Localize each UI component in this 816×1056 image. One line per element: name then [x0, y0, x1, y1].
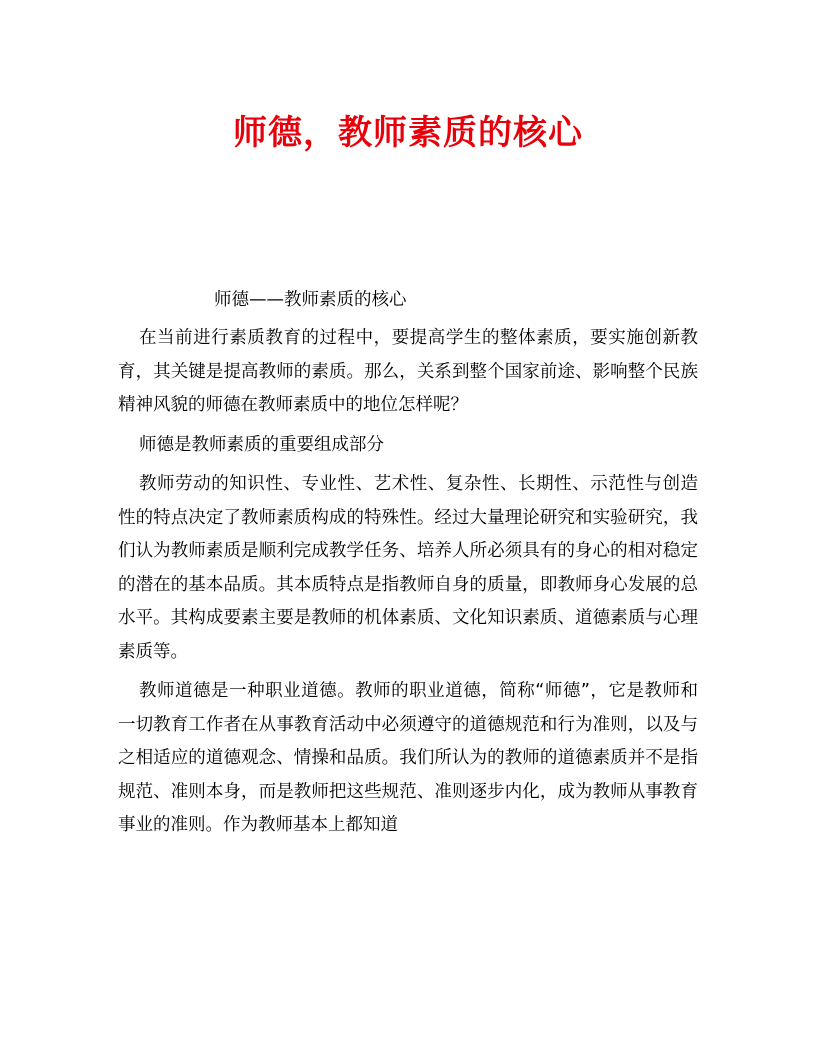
document-body [118, 284, 698, 849]
document-title: 师德，教师素质的核心 [233, 113, 583, 153]
paragraph: 教师劳动的知识性、专业性、艺术性、复杂性、长期性、示范性与创造性的特点决定了教师素质构成的特殊性。经过大量理论研究和实验研究，我们认为教师素质是顺利完成教学任务、培养人所必须具有的身心的相对稳定的潜在的基本品质。其本质特点是指教师自身的质量，即教师身心发展的总水平。其构成要素主要是教师的机体素质、文化知识素质、道德素质与心理素质等。 [118, 474, 698, 662]
document-subtitle: 师德——教师素质的核心 [214, 290, 407, 310]
paragraph: 在当前进行素质教育的过程中，要提高学生的整体素质，要实施创新教育，其关键是提高教师的素质。那么，关系到整个国家前途、影响整个民族精神风貌的师德在教师素质中的地位怎样呢？ [118, 328, 698, 415]
section-heading: 师德是教师素质的重要组成部分 [139, 434, 384, 455]
paragraph: 教师道德是一种职业道德。教师的职业道德，简称“师德”，它是教师和一切教育工作者在从事教育活动中必须遵守的道德规范和行为准则，以及与之相适应的道德观念、情操和品质。我们所认为的教师的道德素质并不是指规范、准则本身，而是教师把这些规范、准则逐步内化，成为教师从事教育事业的准则。作为教师基本上都知道 [118, 681, 698, 835]
